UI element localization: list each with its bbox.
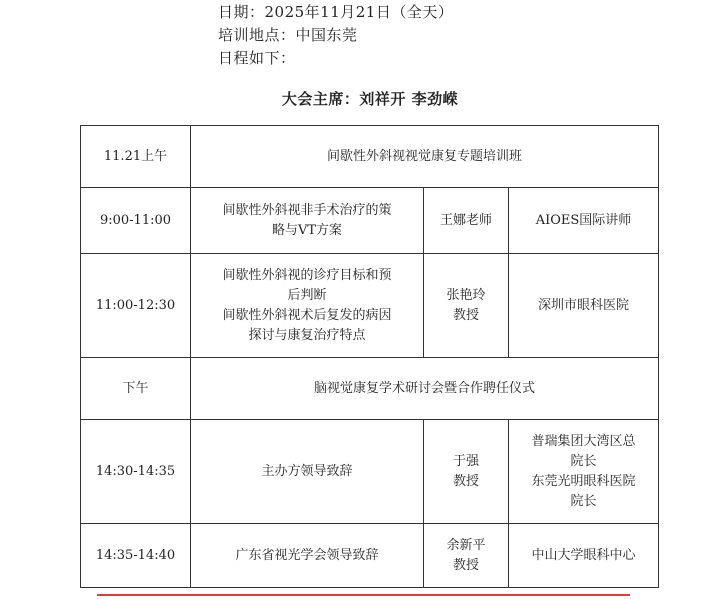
topic-cell — [191, 188, 424, 254]
topic-cell — [191, 254, 424, 358]
date-line: 日期：2025年11月21日（全天） — [218, 3, 454, 21]
schedule-table — [80, 125, 659, 588]
affiliation-line: 中山大学眼科中心 — [531, 547, 636, 563]
speaker-line: 教授 — [452, 557, 479, 573]
topic-line: 间歇性外斜视的诊疗目标和预 — [222, 267, 392, 283]
table-row — [81, 358, 659, 420]
speaker-cell — [424, 254, 509, 358]
topic-line: 探讨与康复治疗特点 — [248, 327, 366, 343]
topic-line: 后判断 — [287, 287, 327, 303]
bottom-divider — [97, 594, 630, 596]
topic-cell — [191, 420, 424, 524]
affiliation-line: 东莞光明眼科医院 — [531, 473, 636, 489]
time-cell: 14:30-14:35 — [81, 420, 191, 524]
speaker-line: 教授 — [452, 307, 479, 323]
speaker-line: 于强 — [452, 453, 479, 469]
speaker-cell — [424, 524, 509, 588]
agenda-intro-line: 日程如下： — [218, 49, 296, 67]
affiliation-line: AIOES国际讲师 — [535, 212, 632, 228]
topic-line: 间歇性外斜视术后复发的病因 — [222, 307, 392, 323]
table-row — [81, 188, 659, 254]
affiliation-cell — [509, 420, 659, 524]
time-cell: 11:00-12:30 — [81, 254, 191, 358]
table-row — [81, 126, 659, 188]
session-title-cell: 脑视觉康复学术研讨会暨合作聘任仪式 — [191, 358, 659, 420]
affiliation-line: 院长 — [570, 453, 597, 469]
session-time-cell: 11.21上午 — [81, 126, 191, 188]
speaker-line: 教授 — [452, 473, 479, 489]
affiliation-cell — [509, 188, 659, 254]
speaker-line: 张艳玲 — [446, 287, 486, 303]
affiliation-cell — [509, 524, 659, 588]
speaker-cell — [424, 188, 509, 254]
topic-line: 间歇性外斜视非手术治疗的策 — [222, 202, 392, 218]
session-title-cell: 间歇性外斜视视觉康复专题培训班 — [191, 126, 659, 188]
affiliation-line: 院长 — [570, 493, 597, 509]
table-row — [81, 524, 659, 588]
speaker-line: 余新平 — [446, 537, 486, 553]
affiliation-line: 普瑞集团大湾区总 — [531, 433, 636, 449]
location-line: 培训地点：中国东莞 — [218, 26, 358, 44]
speaker-cell — [424, 420, 509, 524]
speaker-line: 王娜老师 — [439, 212, 492, 228]
affiliation-cell — [509, 254, 659, 358]
topic-line: 主办方领导致辞 — [261, 463, 353, 479]
table-row — [81, 420, 659, 524]
topic-cell — [191, 524, 424, 588]
conference-chairs: 大会主席：刘祥开 李劲嵘 — [281, 90, 459, 108]
topic-line: 略与VT方案 — [271, 222, 343, 238]
session-time-cell: 下午 — [81, 358, 191, 420]
time-cell: 14:35-14:40 — [81, 524, 191, 588]
time-cell: 9:00-11:00 — [81, 188, 191, 254]
table-row — [81, 254, 659, 358]
topic-line: 广东省视光学会领导致辞 — [235, 547, 379, 563]
affiliation-line: 深圳市眼科医院 — [538, 297, 630, 313]
